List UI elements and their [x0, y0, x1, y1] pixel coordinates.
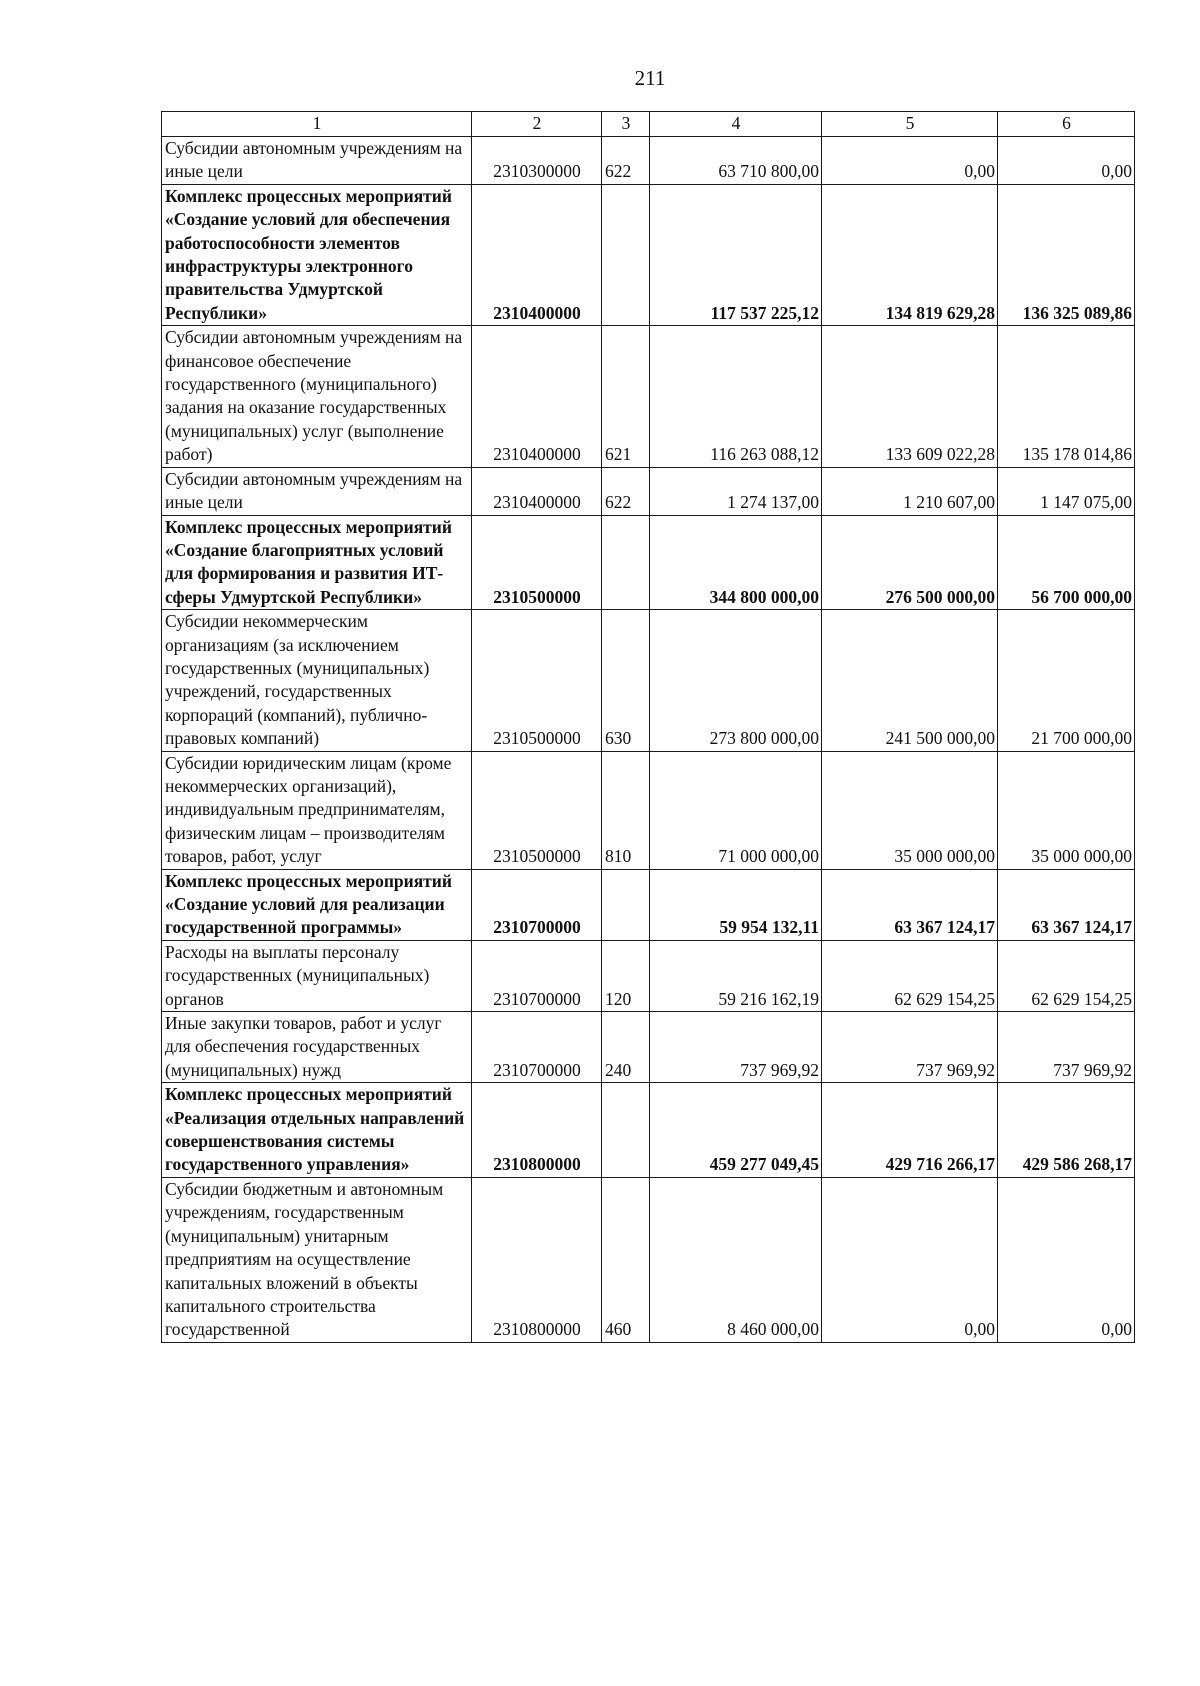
row-code-cell: 2310400000	[472, 184, 602, 325]
row-value-cell: 71 000 000,00	[650, 751, 822, 869]
row-value-cell: 8 460 000,00	[650, 1177, 822, 1342]
page-number: 211	[634, 66, 666, 90]
table-row	[162, 326, 1135, 467]
table-row	[162, 1177, 1135, 1342]
row-value-cell: 344 800 000,00	[650, 515, 822, 610]
row-value-cell: 116 263 088,12	[650, 326, 822, 467]
row-type-cell: 120	[602, 940, 650, 1011]
row-value-cell: 35 000 000,00	[998, 751, 1135, 869]
row-value-cell: 56 700 000,00	[998, 515, 1135, 610]
row-value-cell: 117 537 225,12	[650, 184, 822, 325]
row-value-cell: 62 629 154,25	[998, 940, 1135, 1011]
row-value-cell: 63 367 124,17	[998, 869, 1135, 940]
table-row	[162, 467, 1135, 515]
row-code-cell: 2310500000	[472, 515, 602, 610]
row-type-cell: 460	[602, 1177, 650, 1342]
row-type-cell: 622	[602, 137, 650, 185]
row-value-cell: 59 954 132,11	[650, 869, 822, 940]
row-code-cell: 2310500000	[472, 751, 602, 869]
row-type-cell	[602, 869, 650, 940]
row-name-cell: Субсидии некоммерческим организациям (за исключением государственных (муниципальных) учреждений, государственных корпораций (компаний), публично-правовых компаний)	[162, 610, 472, 751]
row-value-cell: 737 969,92	[650, 1012, 822, 1083]
row-name-cell: Субсидии автономным учреждениям на иные цели	[162, 137, 472, 185]
row-name-cell: Субсидии бюджетным и автономным учреждениям, государственным (муниципальным) унитарным предприятиям на осуществление капитальных вложений в объекты капитального строительства государственной	[162, 1177, 472, 1342]
row-value-cell: 241 500 000,00	[822, 610, 998, 751]
table-header-row	[162, 112, 1135, 137]
table-row-section	[162, 1083, 1135, 1178]
row-type-cell: 622	[602, 467, 650, 515]
header-cell: 3	[602, 112, 650, 137]
row-value-cell: 429 586 268,17	[998, 1083, 1135, 1178]
row-value-cell: 63 710 800,00	[650, 137, 822, 185]
row-type-cell: 810	[602, 751, 650, 869]
header-cell: 2	[472, 112, 602, 137]
row-type-cell: 621	[602, 326, 650, 467]
row-value-cell: 0,00	[822, 137, 998, 185]
table-row	[162, 1012, 1135, 1083]
row-value-cell: 134 819 629,28	[822, 184, 998, 325]
row-name-cell: Субсидии юридическим лицам (кроме некоммерческих организаций), индивидуальным предпринимателям, физическим лицам – производителям товаров, работ, услуг	[162, 751, 472, 869]
row-value-cell: 429 716 266,17	[822, 1083, 998, 1178]
row-code-cell: 2310800000	[472, 1083, 602, 1178]
row-name-cell: Комплекс процессных мероприятий «Создание благоприятных условий для формирования и развития ИТ-сферы Удмуртской Республики»	[162, 515, 472, 610]
table-row-section	[162, 515, 1135, 610]
row-value-cell: 737 969,92	[998, 1012, 1135, 1083]
row-type-cell	[602, 515, 650, 610]
table-row	[162, 940, 1135, 1011]
row-name-cell: Субсидии автономным учреждениям на иные цели	[162, 467, 472, 515]
row-code-cell: 2310700000	[472, 940, 602, 1011]
table-row-section	[162, 184, 1135, 325]
row-code-cell: 2310400000	[472, 467, 602, 515]
row-value-cell: 1 210 607,00	[822, 467, 998, 515]
row-value-cell: 1 274 137,00	[650, 467, 822, 515]
row-code-cell: 2310700000	[472, 1012, 602, 1083]
header-cell: 6	[998, 112, 1135, 137]
row-value-cell: 1 147 075,00	[998, 467, 1135, 515]
row-value-cell: 59 216 162,19	[650, 940, 822, 1011]
row-name-cell: Комплекс процессных мероприятий «Создание условий для реализации государственной программы»	[162, 869, 472, 940]
row-value-cell: 0,00	[998, 1177, 1135, 1342]
row-type-cell	[602, 184, 650, 325]
budget-table	[161, 111, 1135, 1343]
row-value-cell: 133 609 022,28	[822, 326, 998, 467]
row-value-cell: 63 367 124,17	[822, 869, 998, 940]
row-value-cell: 273 800 000,00	[650, 610, 822, 751]
row-value-cell: 136 325 089,86	[998, 184, 1135, 325]
row-name-cell: Расходы на выплаты персоналу государственных (муниципальных) органов	[162, 940, 472, 1011]
row-value-cell: 62 629 154,25	[822, 940, 998, 1011]
table-row	[162, 137, 1135, 185]
row-value-cell: 459 277 049,45	[650, 1083, 822, 1178]
row-name-cell: Комплекс процессных мероприятий «Реализация отдельных направлений совершенствования системы государственного управления»	[162, 1083, 472, 1178]
row-name-cell: Субсидии автономным учреждениям на финансовое обеспечение государственного (муниципального) задания на оказание государственных (муниципальных) услуг (выполнение работ)	[162, 326, 472, 467]
row-value-cell: 276 500 000,00	[822, 515, 998, 610]
header-cell: 5	[822, 112, 998, 137]
row-name-cell: Иные закупки товаров, работ и услуг для обеспечения государственных (муниципальных) нужд	[162, 1012, 472, 1083]
row-value-cell: 0,00	[822, 1177, 998, 1342]
row-code-cell: 2310500000	[472, 610, 602, 751]
table-row	[162, 610, 1135, 751]
header-cell: 4	[650, 112, 822, 137]
row-code-cell: 2310400000	[472, 326, 602, 467]
row-value-cell: 737 969,92	[822, 1012, 998, 1083]
row-code-cell: 2310800000	[472, 1177, 602, 1342]
row-value-cell: 135 178 014,86	[998, 326, 1135, 467]
row-name-cell: Комплекс процессных мероприятий «Создание условий для обеспечения работоспособности элементов инфраструктуры электронного правительства Удмуртской Республики»	[162, 184, 472, 325]
row-code-cell: 2310300000	[472, 137, 602, 185]
row-value-cell: 0,00	[998, 137, 1135, 185]
row-type-cell: 630	[602, 610, 650, 751]
row-value-cell: 35 000 000,00	[822, 751, 998, 869]
table-row-section	[162, 869, 1135, 940]
row-type-cell: 240	[602, 1012, 650, 1083]
row-type-cell	[602, 1083, 650, 1178]
row-value-cell: 21 700 000,00	[998, 610, 1135, 751]
header-cell: 1	[162, 112, 472, 137]
row-code-cell: 2310700000	[472, 869, 602, 940]
table-row	[162, 751, 1135, 869]
